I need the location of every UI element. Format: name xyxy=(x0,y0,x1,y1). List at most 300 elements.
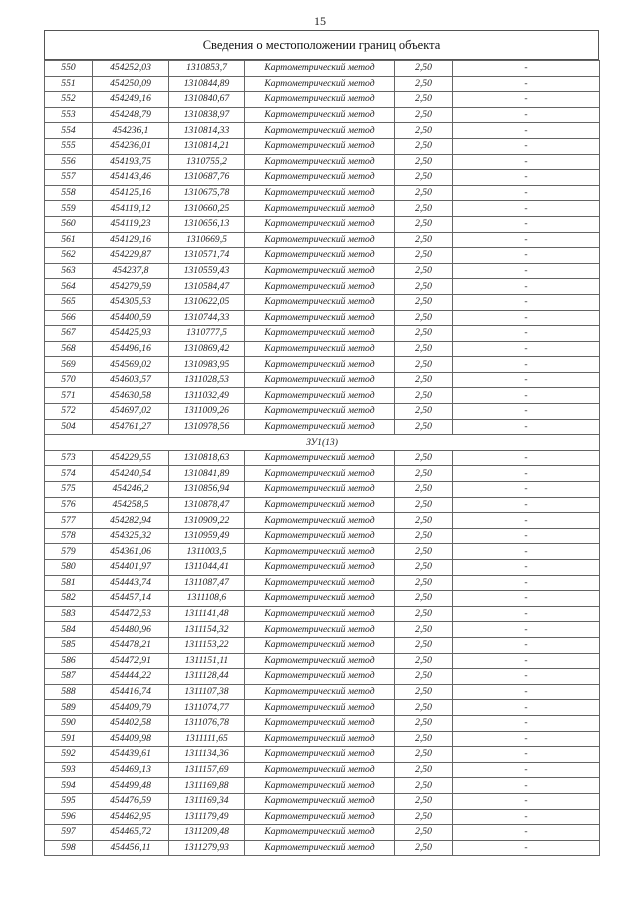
y-coordinate-cell: 1310869,42 xyxy=(169,341,245,357)
description-cell: - xyxy=(453,138,600,154)
description-cell: - xyxy=(453,310,600,326)
table-row xyxy=(45,154,600,170)
point-number-cell: 553 xyxy=(45,107,93,123)
method-cell: Картометрический метод xyxy=(245,357,395,373)
y-coordinate-cell: 1311134,36 xyxy=(169,747,245,763)
point-number-cell: 564 xyxy=(45,279,93,295)
x-coordinate-cell: 454258,5 xyxy=(93,497,169,513)
table-row xyxy=(45,450,600,466)
description-cell: - xyxy=(453,61,600,77)
point-number-cell: 593 xyxy=(45,762,93,778)
x-coordinate-cell: 454499,48 xyxy=(93,778,169,794)
table-row xyxy=(45,575,600,591)
x-coordinate-cell: 454246,2 xyxy=(93,482,169,498)
table-row xyxy=(45,482,600,498)
y-coordinate-cell: 1311087,47 xyxy=(169,575,245,591)
point-number-cell: 555 xyxy=(45,138,93,154)
accuracy-cell: 2,50 xyxy=(395,497,453,513)
accuracy-cell: 2,50 xyxy=(395,747,453,763)
table-row xyxy=(45,263,600,279)
description-cell: - xyxy=(453,482,600,498)
x-coordinate-cell: 454443,74 xyxy=(93,575,169,591)
method-cell: Картометрический метод xyxy=(245,637,395,653)
x-coordinate-cell: 454472,53 xyxy=(93,606,169,622)
y-coordinate-cell: 1311028,53 xyxy=(169,372,245,388)
method-cell: Картометрический метод xyxy=(245,216,395,232)
method-cell: Картометрический метод xyxy=(245,341,395,357)
y-coordinate-cell: 1311111,65 xyxy=(169,731,245,747)
description-cell: - xyxy=(453,357,600,373)
y-coordinate-cell: 1310878,47 xyxy=(169,497,245,513)
y-coordinate-cell: 1310660,25 xyxy=(169,201,245,217)
table-header xyxy=(44,30,599,60)
x-coordinate-cell: 454400,59 xyxy=(93,310,169,326)
description-cell: - xyxy=(453,606,600,622)
description-cell: - xyxy=(453,76,600,92)
method-cell: Картометрический метод xyxy=(245,809,395,825)
method-cell: Картометрический метод xyxy=(245,248,395,264)
point-number-cell: 579 xyxy=(45,544,93,560)
description-cell: - xyxy=(453,107,600,123)
description-cell: - xyxy=(453,731,600,747)
table-row xyxy=(45,669,600,685)
y-coordinate-cell: 1311169,34 xyxy=(169,793,245,809)
method-cell: Картометрический метод xyxy=(245,388,395,404)
description-cell: - xyxy=(453,263,600,279)
x-coordinate-cell: 454249,16 xyxy=(93,92,169,108)
point-number-cell: 571 xyxy=(45,388,93,404)
accuracy-cell: 2,50 xyxy=(395,107,453,123)
method-cell: Картометрический метод xyxy=(245,123,395,139)
method-cell: Картометрический метод xyxy=(245,684,395,700)
y-coordinate-cell: 1310844,89 xyxy=(169,76,245,92)
point-number-cell: 558 xyxy=(45,185,93,201)
accuracy-cell: 2,50 xyxy=(395,637,453,653)
y-coordinate-cell: 1310622,05 xyxy=(169,294,245,310)
accuracy-cell: 2,50 xyxy=(395,653,453,669)
x-coordinate-cell: 454119,12 xyxy=(93,201,169,217)
x-coordinate-cell: 454496,16 xyxy=(93,341,169,357)
accuracy-cell: 2,50 xyxy=(395,404,453,420)
description-cell: - xyxy=(453,778,600,794)
y-coordinate-cell: 1311074,77 xyxy=(169,700,245,716)
boundary-table-frame xyxy=(44,30,599,856)
accuracy-cell: 2,50 xyxy=(395,466,453,482)
table-row xyxy=(45,747,600,763)
table-row xyxy=(45,715,600,731)
x-coordinate-cell: 454252,03 xyxy=(93,61,169,77)
method-cell: Картометрический метод xyxy=(245,466,395,482)
description-cell: - xyxy=(453,793,600,809)
x-coordinate-cell: 454248,79 xyxy=(93,107,169,123)
x-coordinate-cell: 454237,8 xyxy=(93,263,169,279)
method-cell: Картометрический метод xyxy=(245,591,395,607)
point-number-cell: 559 xyxy=(45,201,93,217)
y-coordinate-cell: 1311076,78 xyxy=(169,715,245,731)
description-cell: - xyxy=(453,388,600,404)
y-coordinate-cell: 1310818,63 xyxy=(169,450,245,466)
page-number: 15 xyxy=(314,14,326,28)
table-row xyxy=(45,107,600,123)
point-number-cell: 551 xyxy=(45,76,93,92)
method-cell: Картометрический метод xyxy=(245,700,395,716)
method-cell: Картометрический метод xyxy=(245,201,395,217)
y-coordinate-cell: 1310856,94 xyxy=(169,482,245,498)
x-coordinate-cell: 454469,13 xyxy=(93,762,169,778)
table-row xyxy=(45,793,600,809)
y-coordinate-cell: 1311151,11 xyxy=(169,653,245,669)
point-number-cell: 589 xyxy=(45,700,93,716)
method-cell: Картометрический метод xyxy=(245,232,395,248)
description-cell: - xyxy=(453,715,600,731)
y-coordinate-cell: 1310853,7 xyxy=(169,61,245,77)
section-label: ЗУ1(13) xyxy=(45,435,600,451)
x-coordinate-cell: 454125,16 xyxy=(93,185,169,201)
description-cell: - xyxy=(453,747,600,763)
method-cell: Картометрический метод xyxy=(245,575,395,591)
accuracy-cell: 2,50 xyxy=(395,248,453,264)
method-cell: Картометрический метод xyxy=(245,825,395,841)
y-coordinate-cell: 1310571,74 xyxy=(169,248,245,264)
y-coordinate-cell: 1311279,93 xyxy=(169,840,245,856)
point-number-cell: 562 xyxy=(45,248,93,264)
method-cell: Картометрический метод xyxy=(245,840,395,856)
table-row xyxy=(45,731,600,747)
method-cell: Картометрический метод xyxy=(245,154,395,170)
y-coordinate-cell: 1311169,88 xyxy=(169,778,245,794)
point-number-cell: 585 xyxy=(45,637,93,653)
x-coordinate-cell: 454569,02 xyxy=(93,357,169,373)
x-coordinate-cell: 454444,22 xyxy=(93,669,169,685)
description-cell: - xyxy=(453,513,600,529)
method-cell: Картометрический метод xyxy=(245,622,395,638)
x-coordinate-cell: 454240,54 xyxy=(93,466,169,482)
table-row xyxy=(45,92,600,108)
accuracy-cell: 2,50 xyxy=(395,341,453,357)
table-row xyxy=(45,513,600,529)
y-coordinate-cell: 1310687,76 xyxy=(169,170,245,186)
y-coordinate-cell: 1311044,41 xyxy=(169,560,245,576)
x-coordinate-cell: 454425,93 xyxy=(93,326,169,342)
x-coordinate-cell: 454236,1 xyxy=(93,123,169,139)
method-cell: Картометрический метод xyxy=(245,170,395,186)
y-coordinate-cell: 1311157,69 xyxy=(169,762,245,778)
x-coordinate-cell: 454761,27 xyxy=(93,419,169,435)
x-coordinate-cell: 454305,53 xyxy=(93,294,169,310)
point-number-cell: 578 xyxy=(45,528,93,544)
y-coordinate-cell: 1311032,49 xyxy=(169,388,245,404)
method-cell: Картометрический метод xyxy=(245,560,395,576)
table-row xyxy=(45,201,600,217)
table-row xyxy=(45,778,600,794)
accuracy-cell: 2,50 xyxy=(395,715,453,731)
y-coordinate-cell: 1310744,33 xyxy=(169,310,245,326)
method-cell: Картометрический метод xyxy=(245,294,395,310)
table-row xyxy=(45,825,600,841)
method-cell: Картометрический метод xyxy=(245,669,395,685)
table-row xyxy=(45,372,600,388)
accuracy-cell: 2,50 xyxy=(395,544,453,560)
method-cell: Картометрический метод xyxy=(245,76,395,92)
y-coordinate-cell: 1310838,97 xyxy=(169,107,245,123)
description-cell: - xyxy=(453,294,600,310)
x-coordinate-cell: 454457,14 xyxy=(93,591,169,607)
y-coordinate-cell: 1311128,44 xyxy=(169,669,245,685)
description-cell: - xyxy=(453,622,600,638)
x-coordinate-cell: 454236,01 xyxy=(93,138,169,154)
point-number-cell: 552 xyxy=(45,92,93,108)
x-coordinate-cell: 454409,79 xyxy=(93,700,169,716)
description-cell: - xyxy=(453,684,600,700)
y-coordinate-cell: 1310840,67 xyxy=(169,92,245,108)
table-row xyxy=(45,357,600,373)
table-row xyxy=(45,560,600,576)
point-number-cell: 504 xyxy=(45,419,93,435)
description-cell: - xyxy=(453,637,600,653)
table-row xyxy=(45,591,600,607)
table-row xyxy=(45,684,600,700)
accuracy-cell: 2,50 xyxy=(395,528,453,544)
method-cell: Картометрический метод xyxy=(245,326,395,342)
y-coordinate-cell: 1310777,5 xyxy=(169,326,245,342)
x-coordinate-cell: 454279,59 xyxy=(93,279,169,295)
table-row xyxy=(45,528,600,544)
x-coordinate-cell: 454193,75 xyxy=(93,154,169,170)
description-cell: - xyxy=(453,341,600,357)
accuracy-cell: 2,50 xyxy=(395,809,453,825)
accuracy-cell: 2,50 xyxy=(395,123,453,139)
table-row xyxy=(45,279,600,295)
description-cell: - xyxy=(453,762,600,778)
description-cell: - xyxy=(453,170,600,186)
table-row xyxy=(45,326,600,342)
x-coordinate-cell: 454462,95 xyxy=(93,809,169,825)
accuracy-cell: 2,50 xyxy=(395,263,453,279)
x-coordinate-cell: 454456,11 xyxy=(93,840,169,856)
description-cell: - xyxy=(453,154,600,170)
x-coordinate-cell: 454439,61 xyxy=(93,747,169,763)
point-number-cell: 598 xyxy=(45,840,93,856)
point-number-cell: 584 xyxy=(45,622,93,638)
x-coordinate-cell: 454416,74 xyxy=(93,684,169,700)
accuracy-cell: 2,50 xyxy=(395,419,453,435)
description-cell: - xyxy=(453,544,600,560)
method-cell: Картометрический метод xyxy=(245,419,395,435)
y-coordinate-cell: 1311141,48 xyxy=(169,606,245,622)
table-row xyxy=(45,232,600,248)
coordinates-table xyxy=(44,60,600,856)
description-cell: - xyxy=(453,653,600,669)
table-row xyxy=(45,76,600,92)
description-cell: - xyxy=(453,92,600,108)
accuracy-cell: 2,50 xyxy=(395,185,453,201)
point-number-cell: 573 xyxy=(45,450,93,466)
accuracy-cell: 2,50 xyxy=(395,138,453,154)
y-coordinate-cell: 1310584,47 xyxy=(169,279,245,295)
y-coordinate-cell: 1310669,5 xyxy=(169,232,245,248)
accuracy-cell: 2,50 xyxy=(395,279,453,295)
point-number-cell: 582 xyxy=(45,591,93,607)
point-number-cell: 570 xyxy=(45,372,93,388)
table-row xyxy=(45,700,600,716)
method-cell: Картометрический метод xyxy=(245,92,395,108)
y-coordinate-cell: 1310959,49 xyxy=(169,528,245,544)
accuracy-cell: 2,50 xyxy=(395,357,453,373)
point-number-cell: 587 xyxy=(45,669,93,685)
x-coordinate-cell: 454143,46 xyxy=(93,170,169,186)
y-coordinate-cell: 1310559,43 xyxy=(169,263,245,279)
accuracy-cell: 2,50 xyxy=(395,170,453,186)
y-coordinate-cell: 1310755,2 xyxy=(169,154,245,170)
y-coordinate-cell: 1311153,22 xyxy=(169,637,245,653)
description-cell: - xyxy=(453,591,600,607)
x-coordinate-cell: 454229,55 xyxy=(93,450,169,466)
method-cell: Картометрический метод xyxy=(245,606,395,622)
table-row xyxy=(45,809,600,825)
accuracy-cell: 2,50 xyxy=(395,700,453,716)
x-coordinate-cell: 454630,58 xyxy=(93,388,169,404)
point-number-cell: 588 xyxy=(45,684,93,700)
description-cell: - xyxy=(453,232,600,248)
accuracy-cell: 2,50 xyxy=(395,778,453,794)
point-number-cell: 572 xyxy=(45,404,93,420)
method-cell: Картометрический метод xyxy=(245,513,395,529)
method-cell: Картометрический метод xyxy=(245,138,395,154)
description-cell: - xyxy=(453,123,600,139)
x-coordinate-cell: 454465,72 xyxy=(93,825,169,841)
table-row xyxy=(45,762,600,778)
point-number-cell: 577 xyxy=(45,513,93,529)
x-coordinate-cell: 454409,98 xyxy=(93,731,169,747)
point-number-cell: 594 xyxy=(45,778,93,794)
table-row xyxy=(45,388,600,404)
accuracy-cell: 2,50 xyxy=(395,388,453,404)
description-cell: - xyxy=(453,560,600,576)
method-cell: Картометрический метод xyxy=(245,497,395,513)
point-number-cell: 556 xyxy=(45,154,93,170)
x-coordinate-cell: 454282,94 xyxy=(93,513,169,529)
x-coordinate-cell: 454697,02 xyxy=(93,404,169,420)
y-coordinate-cell: 1310675,78 xyxy=(169,185,245,201)
table-row xyxy=(45,466,600,482)
table-row xyxy=(45,216,600,232)
point-number-cell: 595 xyxy=(45,793,93,809)
accuracy-cell: 2,50 xyxy=(395,840,453,856)
description-cell: - xyxy=(453,279,600,295)
accuracy-cell: 2,50 xyxy=(395,326,453,342)
x-coordinate-cell: 454129,16 xyxy=(93,232,169,248)
point-number-cell: 590 xyxy=(45,715,93,731)
point-number-cell: 565 xyxy=(45,294,93,310)
x-coordinate-cell: 454476,59 xyxy=(93,793,169,809)
description-cell: - xyxy=(453,497,600,513)
description-cell: - xyxy=(453,840,600,856)
x-coordinate-cell: 454401,97 xyxy=(93,560,169,576)
table-row xyxy=(45,419,600,435)
table-row xyxy=(45,622,600,638)
description-cell: - xyxy=(453,201,600,217)
point-number-cell: 563 xyxy=(45,263,93,279)
method-cell: Картометрический метод xyxy=(245,107,395,123)
accuracy-cell: 2,50 xyxy=(395,76,453,92)
y-coordinate-cell: 1311009,26 xyxy=(169,404,245,420)
accuracy-cell: 2,50 xyxy=(395,622,453,638)
table-row xyxy=(45,61,600,77)
accuracy-cell: 2,50 xyxy=(395,310,453,326)
point-number-cell: 586 xyxy=(45,653,93,669)
y-coordinate-cell: 1310978,56 xyxy=(169,419,245,435)
accuracy-cell: 2,50 xyxy=(395,606,453,622)
x-coordinate-cell: 454250,09 xyxy=(93,76,169,92)
description-cell: - xyxy=(453,809,600,825)
description-cell: - xyxy=(453,669,600,685)
x-coordinate-cell: 454361,06 xyxy=(93,544,169,560)
method-cell: Картометрический метод xyxy=(245,793,395,809)
table-row xyxy=(45,840,600,856)
point-number-cell: 560 xyxy=(45,216,93,232)
description-cell: - xyxy=(453,450,600,466)
point-number-cell: 554 xyxy=(45,123,93,139)
point-number-cell: 557 xyxy=(45,170,93,186)
method-cell: Картометрический метод xyxy=(245,404,395,420)
description-cell: - xyxy=(453,216,600,232)
x-coordinate-cell: 454480,96 xyxy=(93,622,169,638)
point-number-cell: 550 xyxy=(45,61,93,77)
x-coordinate-cell: 454119,23 xyxy=(93,216,169,232)
point-number-cell: 568 xyxy=(45,341,93,357)
x-coordinate-cell: 454478,21 xyxy=(93,637,169,653)
table-row xyxy=(45,310,600,326)
accuracy-cell: 2,50 xyxy=(395,216,453,232)
point-number-cell: 566 xyxy=(45,310,93,326)
y-coordinate-cell: 1311154,32 xyxy=(169,622,245,638)
description-cell: - xyxy=(453,528,600,544)
method-cell: Картометрический метод xyxy=(245,263,395,279)
point-number-cell: 597 xyxy=(45,825,93,841)
table-row xyxy=(45,341,600,357)
method-cell: Картометрический метод xyxy=(245,61,395,77)
point-number-cell: 576 xyxy=(45,497,93,513)
method-cell: Картометрический метод xyxy=(245,482,395,498)
method-cell: Картометрический метод xyxy=(245,544,395,560)
accuracy-cell: 2,50 xyxy=(395,232,453,248)
accuracy-cell: 2,50 xyxy=(395,731,453,747)
table-row xyxy=(45,497,600,513)
method-cell: Картометрический метод xyxy=(245,450,395,466)
method-cell: Картометрический метод xyxy=(245,715,395,731)
description-cell: - xyxy=(453,248,600,264)
table-row xyxy=(45,404,600,420)
x-coordinate-cell: 454603,57 xyxy=(93,372,169,388)
section-row xyxy=(45,435,600,451)
table-row xyxy=(45,123,600,139)
method-cell: Картометрический метод xyxy=(245,279,395,295)
point-number-cell: 569 xyxy=(45,357,93,373)
point-number-cell: 567 xyxy=(45,326,93,342)
description-cell: - xyxy=(453,372,600,388)
y-coordinate-cell: 1311107,38 xyxy=(169,684,245,700)
method-cell: Картометрический метод xyxy=(245,778,395,794)
accuracy-cell: 2,50 xyxy=(395,575,453,591)
point-number-cell: 561 xyxy=(45,232,93,248)
point-number-cell: 596 xyxy=(45,809,93,825)
accuracy-cell: 2,50 xyxy=(395,372,453,388)
x-coordinate-cell: 454402,58 xyxy=(93,715,169,731)
table-row xyxy=(45,185,600,201)
description-cell: - xyxy=(453,825,600,841)
y-coordinate-cell: 1310909,22 xyxy=(169,513,245,529)
x-coordinate-cell: 454325,32 xyxy=(93,528,169,544)
